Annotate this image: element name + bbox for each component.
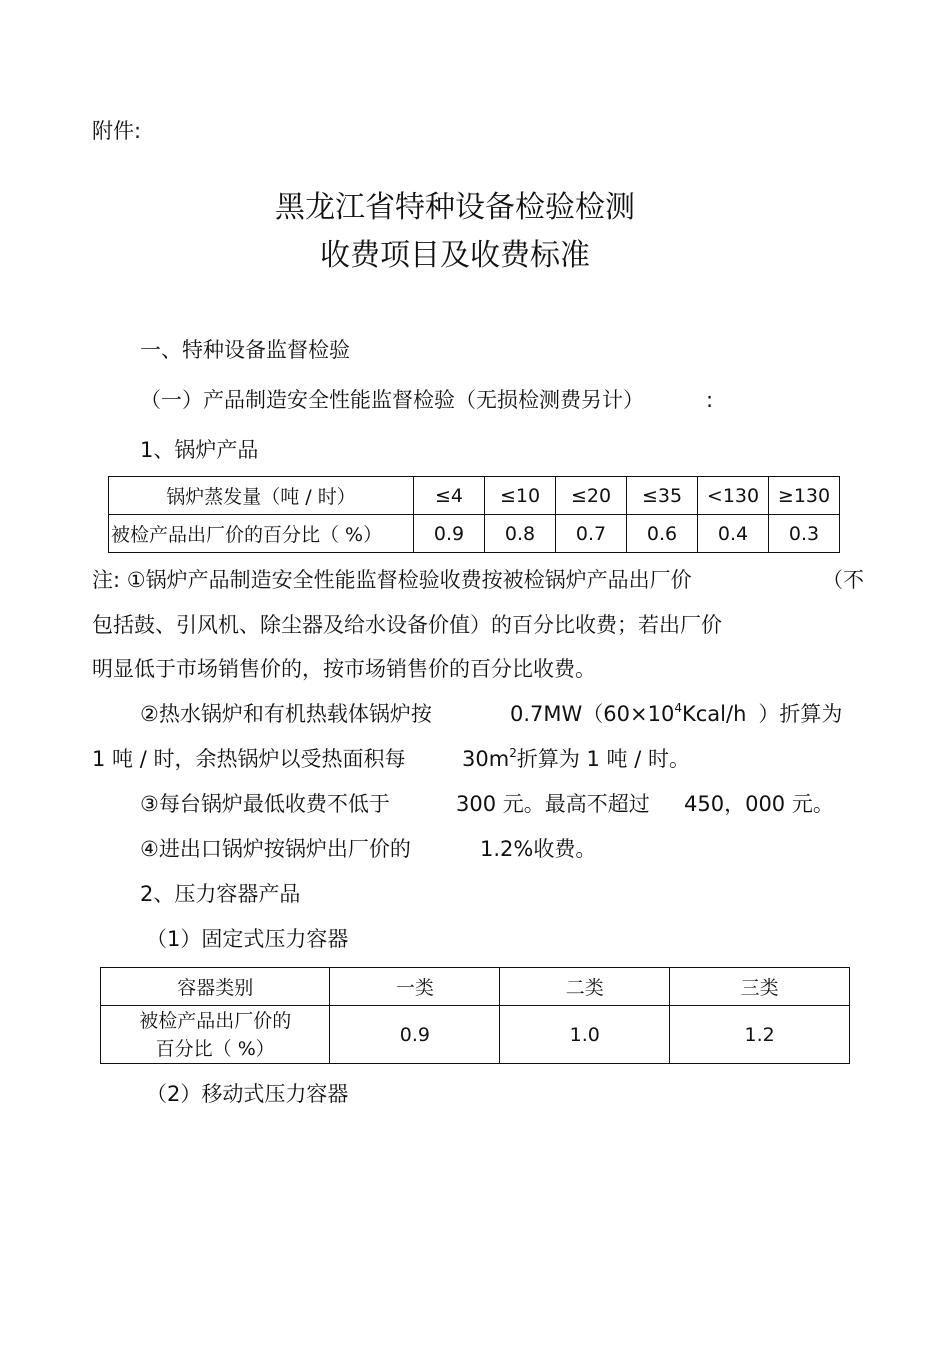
note-3-a: ③每台锅炉最低收费不低于: [140, 792, 390, 816]
note-2-value: 0.7MW（60×10: [510, 702, 675, 726]
table-cell: 0.7: [556, 515, 627, 553]
vessel-label-line2: 百分比（ %）: [155, 1037, 275, 1060]
note-3-b: 300 元。最高不超过: [456, 792, 650, 816]
table-cell: [101, 1006, 330, 1064]
sub-heading-mobile: （2）移动式压力容器: [146, 1082, 349, 1106]
note-2-line2-b: [462, 745, 690, 773]
table-row: [109, 515, 840, 553]
note-1-line3: 明显低于市场销售价的，按市场销售价的百分比收费。: [92, 657, 596, 681]
vessel-rate-table: [100, 967, 850, 1064]
subsection-heading: [140, 386, 713, 414]
table-row: [101, 1006, 850, 1064]
attachment-label: 附件:: [92, 119, 142, 143]
boiler-rate-table: [108, 476, 840, 553]
note-2-line1-a: ②热水锅炉和有机热载体锅炉按: [140, 702, 432, 726]
table-cell: 0.9: [414, 515, 485, 553]
sub-heading-fixed: （1）固定式压力容器: [146, 927, 349, 951]
table-cell: ≤35: [627, 477, 698, 515]
subsection-colon: :: [706, 388, 714, 412]
subsection-text: （一）产品制造安全性能监督检验（无损检测费另计）: [140, 388, 644, 412]
note-2-line2-a: 1 吨 / 时，余热锅炉以受热面积每: [92, 747, 406, 771]
note-1-line1: 注: ①锅炉产品制造安全性能监督检验收费按被检锅炉产品出厂价: [92, 568, 692, 592]
table-cell: 1.0: [500, 1006, 670, 1064]
note-2-exponent: 4: [674, 701, 682, 715]
table-cell: 0.8: [485, 515, 556, 553]
note-2-convert: ）折算为: [758, 702, 843, 726]
note-2-unit: Kcal/h: [681, 702, 747, 726]
item-heading-vessel: 2、压力容器产品: [140, 882, 301, 906]
table-cell: 0.9: [330, 1006, 500, 1064]
note-2-line1-b: [510, 700, 842, 728]
table-cell: 0.3: [769, 515, 840, 553]
note-3-c: 450，000 元。: [684, 792, 834, 816]
note-2-area: 30m: [462, 747, 510, 771]
item-heading-boiler: 1、锅炉产品: [140, 438, 259, 462]
note-1-line1-end: （不: [822, 568, 864, 592]
table-cell: 一类: [330, 968, 500, 1006]
note-4-b: 1.2%收费。: [480, 837, 597, 861]
table-row: [101, 968, 850, 1006]
note-2-area-convert: 折算为 1 吨 / 时。: [516, 747, 690, 771]
document-title-line1: 黑龙江省特种设备检验检测: [275, 190, 635, 225]
section-heading: 一、特种设备监督检验: [140, 338, 350, 362]
note-4-a: ④进出口锅炉按锅炉出厂价的: [140, 837, 411, 861]
table-cell: <130: [698, 477, 769, 515]
table-cell: 三类: [670, 968, 850, 1006]
table-cell: ≤10: [485, 477, 556, 515]
document-title-line2: 收费项目及收费标准: [320, 238, 590, 273]
note-1-line2: 包括鼓、引风机、除尘器及给水设备价值）的百分比收费；若出厂价: [92, 613, 722, 637]
table-cell: 0.6: [627, 515, 698, 553]
table-cell: 1.2: [670, 1006, 850, 1064]
table-cell: ≤20: [556, 477, 627, 515]
table-cell: 二类: [500, 968, 670, 1006]
table-row: [109, 477, 840, 515]
table-cell: 被检产品出厂价的百分比（ %）: [109, 515, 414, 553]
table-cell: ≥130: [769, 477, 840, 515]
table-cell: ≤4: [414, 477, 485, 515]
table-cell: 0.4: [698, 515, 769, 553]
table-cell: 容器类别: [101, 968, 330, 1006]
note-2-area-exponent: 2: [509, 746, 517, 760]
vessel-label-line1: 被检产品出厂价的: [139, 1009, 292, 1032]
table-cell: 锅炉蒸发量（吨 / 时）: [109, 477, 414, 515]
